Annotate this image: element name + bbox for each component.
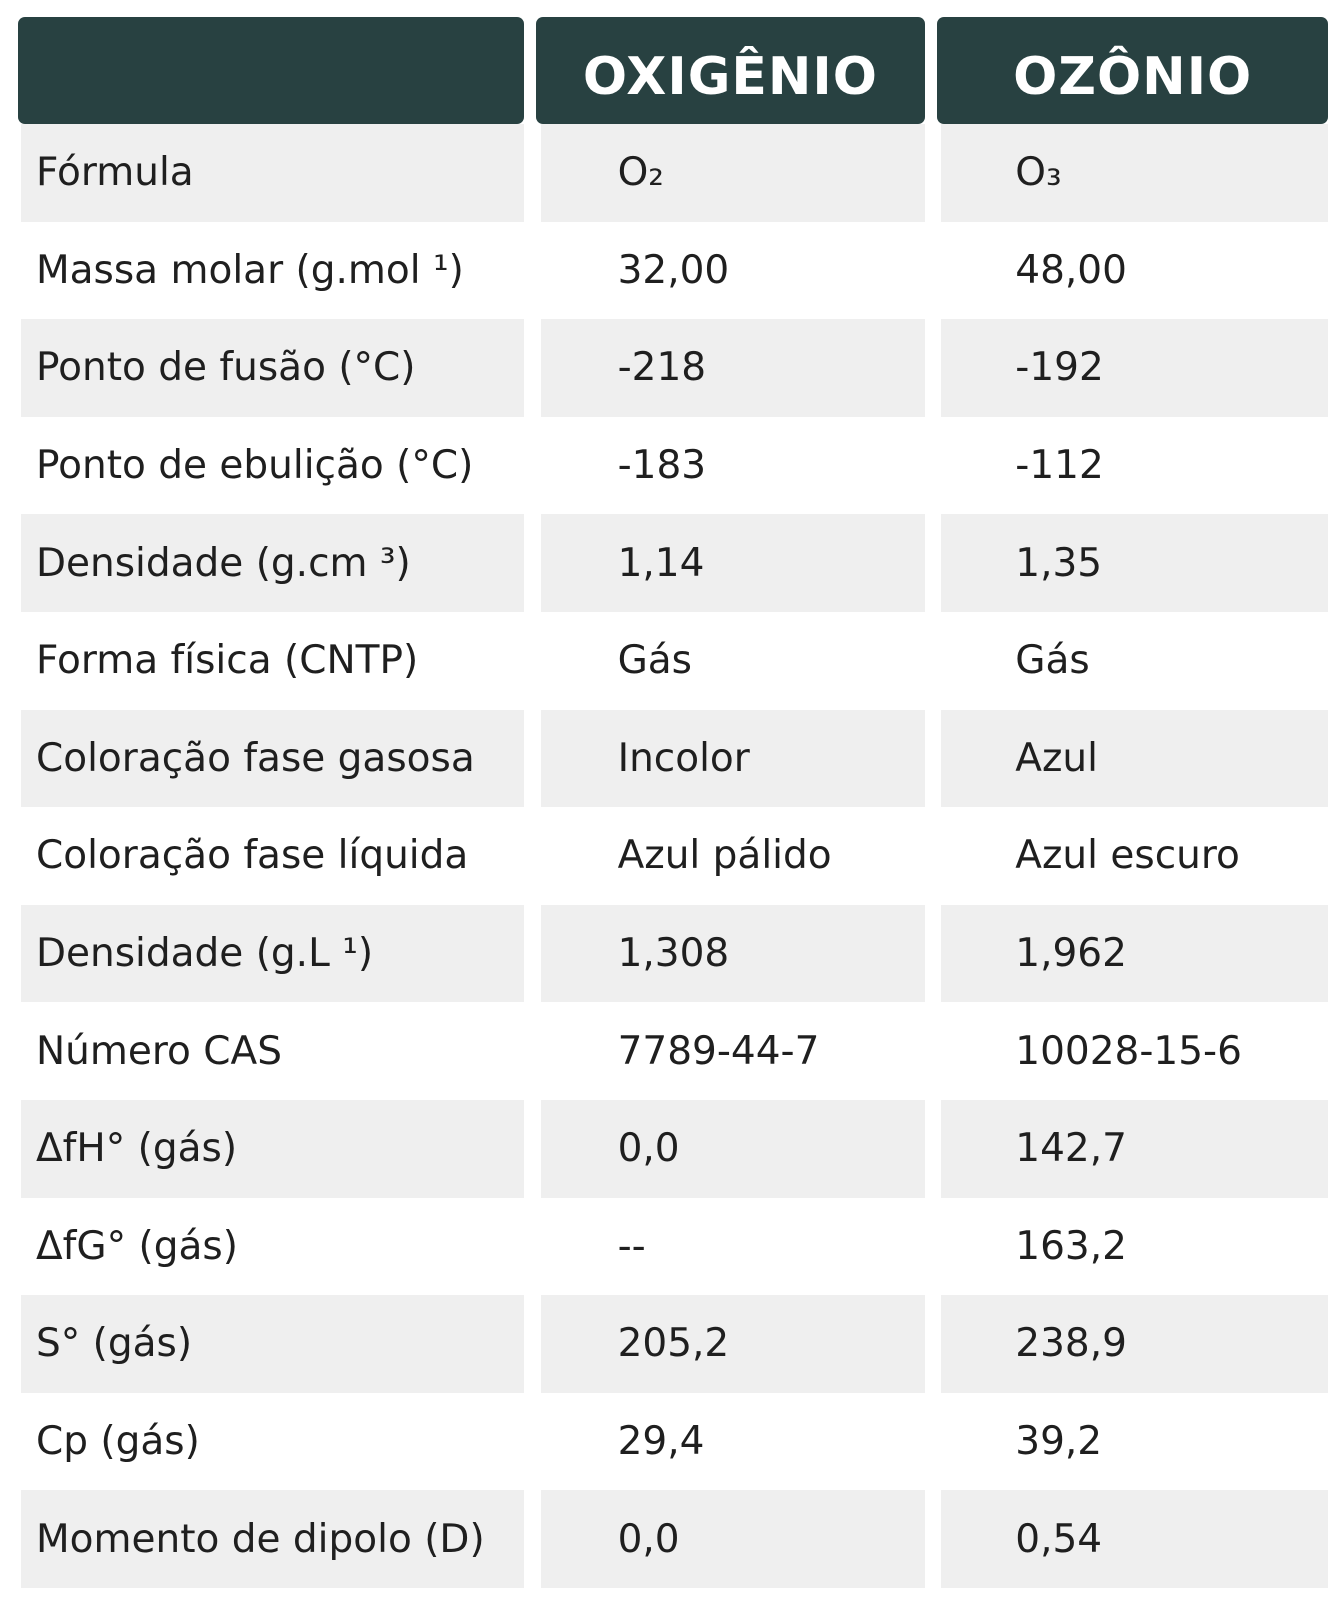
ozonio-value: O₃ [941,124,1328,222]
oxigenio-value: O₂ [541,124,926,222]
row-label: Ponto de ebulição (°C) [36,443,474,489]
row-label: Cp (gás) [36,1419,200,1465]
row-label: Coloração fase líquida [36,833,469,879]
ozonio-value: 39,2 [1015,1419,1103,1465]
row-label: Ponto de fusão (°C) [21,319,524,417]
table-row [18,710,1328,808]
ozonio-value: 48,00 [1015,247,1127,293]
table-header [18,17,1328,124]
row-label: ΔfH° (gás) [21,1100,524,1198]
row-label: S° (gás) [21,1295,524,1393]
table-row [18,222,1328,320]
ozonio-value: -192 [941,319,1328,417]
ozonio-value: Azul escuro [1015,833,1240,879]
oxigenio-value: 1,14 [541,514,926,612]
ozonio-value: 163,2 [1015,1223,1127,1269]
table-row [18,1393,1328,1491]
row-label: Massa molar (g.mol ¹) [36,247,464,293]
oxigenio-value: Incolor [541,710,926,808]
row-label: Momento de dipolo (D) [21,1490,524,1588]
row-label: Densidade (g.L ¹) [21,905,524,1003]
row-label: Número CAS [36,1028,282,1074]
ozonio-value: 1,35 [941,514,1328,612]
comparison-table [18,17,1328,1588]
table-row [18,1490,1328,1588]
oxigenio-value: Azul pálido [617,833,832,879]
ozonio-value: 0,54 [941,1490,1328,1588]
ozonio-value: 10028-15-6 [1015,1028,1242,1074]
oxigenio-value: 7789-44-7 [617,1028,820,1074]
row-label: Fórmula [21,124,524,222]
table-row [18,1100,1328,1198]
ozonio-value: Gás [1015,638,1090,684]
oxigenio-value: 0,0 [541,1100,926,1198]
ozonio-value: Azul [941,710,1328,808]
ozonio-value: -112 [1015,443,1104,489]
table-row [18,612,1328,710]
header-empty-cell [18,17,524,124]
table-row [18,319,1328,417]
oxigenio-value: 32,00 [617,247,730,293]
table-row [18,905,1328,1003]
oxigenio-value: 205,2 [541,1295,926,1393]
table-row [18,1295,1328,1393]
table-row [18,1198,1328,1296]
table-row [18,417,1328,515]
table-row [18,124,1328,222]
row-label: Coloração fase gasosa [21,710,524,808]
row-label: Forma física (CNTP) [36,638,419,684]
oxigenio-value: 1,308 [541,905,926,1003]
header-oxigenio: OXIGÊNIO [536,17,926,124]
header-ozonio: OZÔNIO [937,17,1328,124]
oxigenio-value: Gás [617,638,693,684]
oxigenio-value: 29,4 [617,1419,705,1465]
table-row [18,807,1328,905]
row-label: Densidade (g.cm ³) [21,514,524,612]
row-label: ΔfG° (gás) [36,1223,238,1269]
ozonio-value: 238,9 [941,1295,1328,1393]
ozonio-value: 1,962 [941,905,1328,1003]
oxigenio-value: 0,0 [541,1490,926,1588]
oxigenio-value: -- [617,1223,646,1269]
oxigenio-value: -183 [617,443,707,489]
oxigenio-value: -218 [541,319,926,417]
table-row [18,514,1328,612]
table-row [18,1002,1328,1100]
ozonio-value: 142,7 [941,1100,1328,1198]
